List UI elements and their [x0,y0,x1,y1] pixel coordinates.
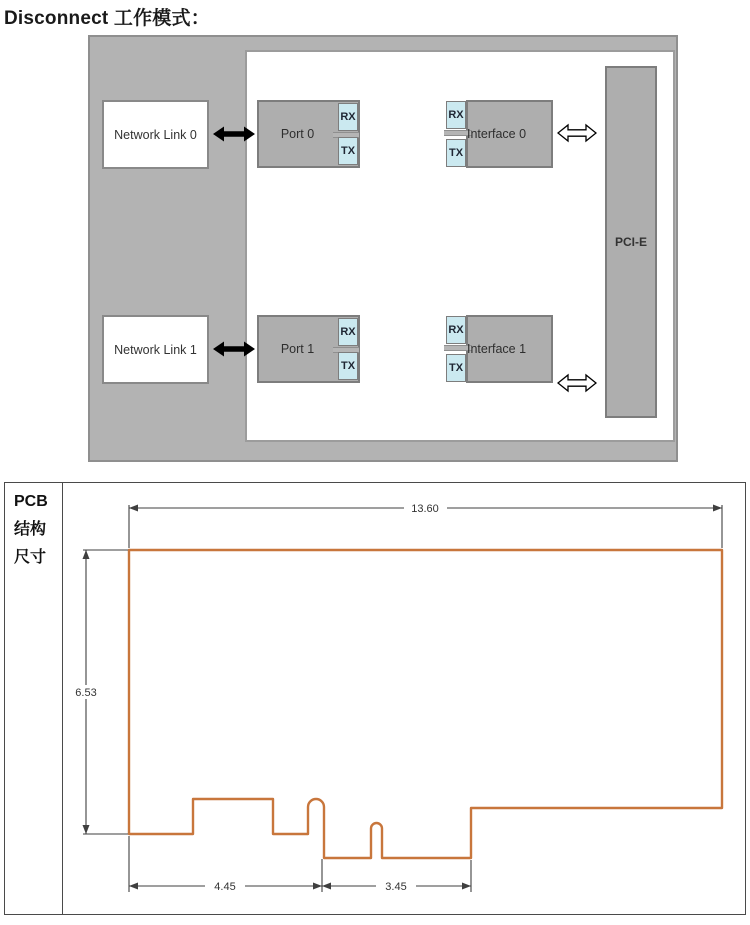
interface-0-rx-box: RX [446,101,466,129]
interface-0-tx-box: TX [446,139,466,167]
port-1-label: Port 1 [280,342,315,356]
port-1-rx-box: RX [338,318,358,346]
pcb-outline-path [129,550,722,858]
open-double-arrow-icon [557,373,597,393]
dim-label-left-segment: 4.45 [214,881,236,893]
interface-0-label: Interface 0 [467,127,527,141]
network-link-0-block [102,100,209,169]
port-1-tx-box: TX [338,352,358,380]
interface-1-block [446,315,553,383]
port-0-rx-box: RX [338,103,358,131]
dim-label-total-width: 13.60 [411,503,439,515]
network-link-0-label: Network Link 0 [114,127,197,142]
open-double-arrow-icon [557,123,597,143]
pcb-header-line-2: 结构 [14,521,47,538]
port-0-tx-box: TX [338,137,358,165]
network-link-1-block [102,315,209,384]
pcb-dimension-table [4,482,746,915]
pcie-block: PCI-E [605,66,657,418]
pcb-table-header-cell [5,483,63,914]
dim-label-right-segment: 3.45 [385,881,407,893]
interface-1-label: Interface 1 [467,342,527,356]
network-link-1-label: Network Link 1 [114,342,197,357]
port-1-block [257,315,360,383]
double-arrow-icon [212,341,256,357]
interface-1-rx-box: RX [446,316,466,344]
double-arrow-icon [212,126,256,142]
pcb-header-line-1: PCB [14,493,48,510]
port-0-block [257,100,360,168]
section-title: Disconnect 工作模式： [4,8,210,29]
interface-1-tx-box: TX [446,354,466,382]
dim-label-total-height: 6.53 [75,687,97,699]
port-0-label: Port 0 [280,127,315,141]
disconnect-mode-diagram [88,35,678,462]
pcb-outline-drawing [63,483,745,914]
interface-0-block [446,100,553,168]
pcb-header-line-3: 尺寸 [14,549,47,566]
